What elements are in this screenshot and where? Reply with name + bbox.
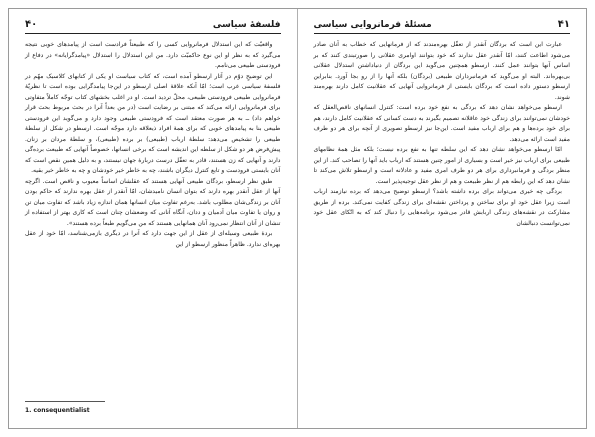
paragraph: عبارت این است که بردگان آنقدر از تعقّل بهره‌مندند که از فرمانهایی که خطاب به آنان صادر می‌شود اطاعت کنند، امّا آنقدر عقل ندارند که خود بتوانند اوامری عقلانی را صورتبندی کنند که بر اساس آنها بتوانند عمل کنند. ارسطو همچنین می‌گوید این بردگان از دنیاداشتن استدلال عقلانی بی‌بهره‌اند. البته او می‌گوید که فرمانبرداران طبیعی (بردگان) بلکه آنها را از رو بجا آورد. بنابراین ارسطو دستور داده است که بردگان بایستی از فرمانروایی آنهایی که عقلانیت کامل دارند بهره‌مند شوند. xyxy=(313,41,570,101)
paragraph: واقعیّت که این استدلال فرمانروایی کسی را که طبیعتاً فرادست است از پیامدهای خوبی نتیجه می‌گیرد که به نظر او این نوع حاکمیّت دارد. من این استدلال را استدلال «پیامدگرایانه» در دفاع از فرودستی طبیعی می‌نامم. xyxy=(25,41,281,69)
right-running-title: مسئلهٔ فرمانروایی سیاسی xyxy=(313,19,432,30)
right-page xyxy=(298,9,587,428)
paragraph: بردهٔ طبیعی وسیله‌ای از عقل از این جهت دارد که آنرا در دیگری بازمی‌شناسد، امّا خود از عقل بهره‌ای ندارد. ظاهراً منظور ارسطو از این xyxy=(25,230,281,248)
paragraph: بردگی چه خیری می‌تواند برای برده داشته باشد؟ ارسطو توضیح می‌دهد که برده نیازمند ارباب است زیرا عقل خود او برای ساختن و پرداختن نقشه‌ای برای زندگی کفایت نمی‌کند. برده از طریق مشارکت در نقشه‌های زندگی اربابش قادر می‌شود برنامه‌هایی را دنبال کند که به اتّکای عقل خود نمی‌توانست دنبالشان xyxy=(313,188,570,227)
footnote: 1. consequentialist xyxy=(25,407,90,414)
paragraph: ارسطو می‌خواهد نشان دهد که بردگی به نفع خود برده است: کنترل انسانهای ناقص‌العقل که خودشان نمی‌توانند برای زندگی خود عاقلانه تصمیم بگیرند به دست کسانی که عقلانیت کامل دارند، هم برای خود برده‌ها و هم برای ارباب مفید است. این‌جا نیز ارسطو تصویری از آنچه برای هر دو طرف مفید است ارائه می‌دهد. xyxy=(313,104,570,143)
paragraph: طبق نظر ارسطو، بردگان طبیعی آنهایی هستند که عقلشان اساساً معیوب و ناقص است. اگرچه آنها از عقل آنقدر بهره دارند که بتوان انسان نامیدشان، امّا آنقدر از عقل بهره ندارند که حاکم بودن آنان بر زندگی‌شان مطلوب باشد. به‌رغم تفاوت میان انسانها همان اندازه زیاد باشد که تفاوت میان تن و روان یا تفاوت میان آدمیان و ددان، آنگاه آنانی که وضعشان چنان است که کاری بهتر از استفاده از تنشان از آنان انتظار نمی‌رود آنان همانهایی هستند که من می‌گویم طبعاً برده هستند». xyxy=(25,177,281,227)
right-page-body xyxy=(314,40,571,229)
book-spread xyxy=(8,8,587,429)
left-page-header xyxy=(25,19,281,34)
left-running-title: فلسفهٔ سیاسی xyxy=(212,19,281,30)
paragraph: امّا ارسطو می‌خواهد نشان دهد که این سلطه تنها به نفع برده نیست؛ بلکه مثل همهٔ نظامهای طبیعی برای ارباب نیز خیر است و بسیاری از امور چنین هستند که ارباب باید آنها را تصاحب کند. از این منظر بردگی و فرمانبرداری برای هر دو طرف امری مفید و عادلانه است و ارسطو تلاش می‌کند تا نشان دهد که این رابطه هم از نظر طبیعت و هم از نظر عقل توجیه‌پذیر است. xyxy=(313,146,570,185)
left-page xyxy=(9,9,298,428)
left-page-number: ۴۰ xyxy=(25,19,38,30)
left-page-body xyxy=(25,40,281,250)
paragraph: این توضیحِ دوّم در آثار ارسطو آمده است، که کتاب سیاست او یکی از کتابهای کلاسیک مهّم در فلسفهٔ سیاسی غرب است؛ امّا آنکه علاقهٔ اصلی ارسطو در این‌جا پیامدگرایی بوده است تا نظریّهٔ فرمانروایی طبیعی فرودستی طبیعی، محلّ تردید است. او در اغلب بخشهای کتاب توجّه کاملاً متفاوتی برای فرمانروایی ارائه می‌کند که مبتنی بر رضایت است (در من بعداً آنرا در بحث مربوط بحث قرار خواهم داد) ــ به هر صورت معتقد است که فرودستی طبیعی وجود دارد و می‌گوید این فرودستی طبیعی بنا به پیامدهای خوبی که برای همهٔ افراد ذیعلاقه دارد موجّه است. ارسطو در شکل از سلطهٔ طبیعی را تشخیص می‌دهد: سلطهٔ ارباب (طبیعی) بر برده (طبیعی)، و سلطهٔ مردان بر زنان. پیش‌فرض هر دو شکل از سلطه این اندیشه است که برخی انسانها، خصوصاً آنهایی که طبیعت برده‌گی دارند و آنهایی که زن هستند، قادر به تعقّل درست دربارهٔ جهان نیستند، و به دلیل همین نقص است که آنان بایستی فرودست و تابع کنترل دیگران باشند، چه به خاطر خیر خودشان و چه به خاطر خیر بقیه. xyxy=(25,72,281,174)
right-page-header xyxy=(314,19,571,34)
right-page-number: ۴۱ xyxy=(557,19,570,30)
footnote-separator xyxy=(25,401,105,402)
